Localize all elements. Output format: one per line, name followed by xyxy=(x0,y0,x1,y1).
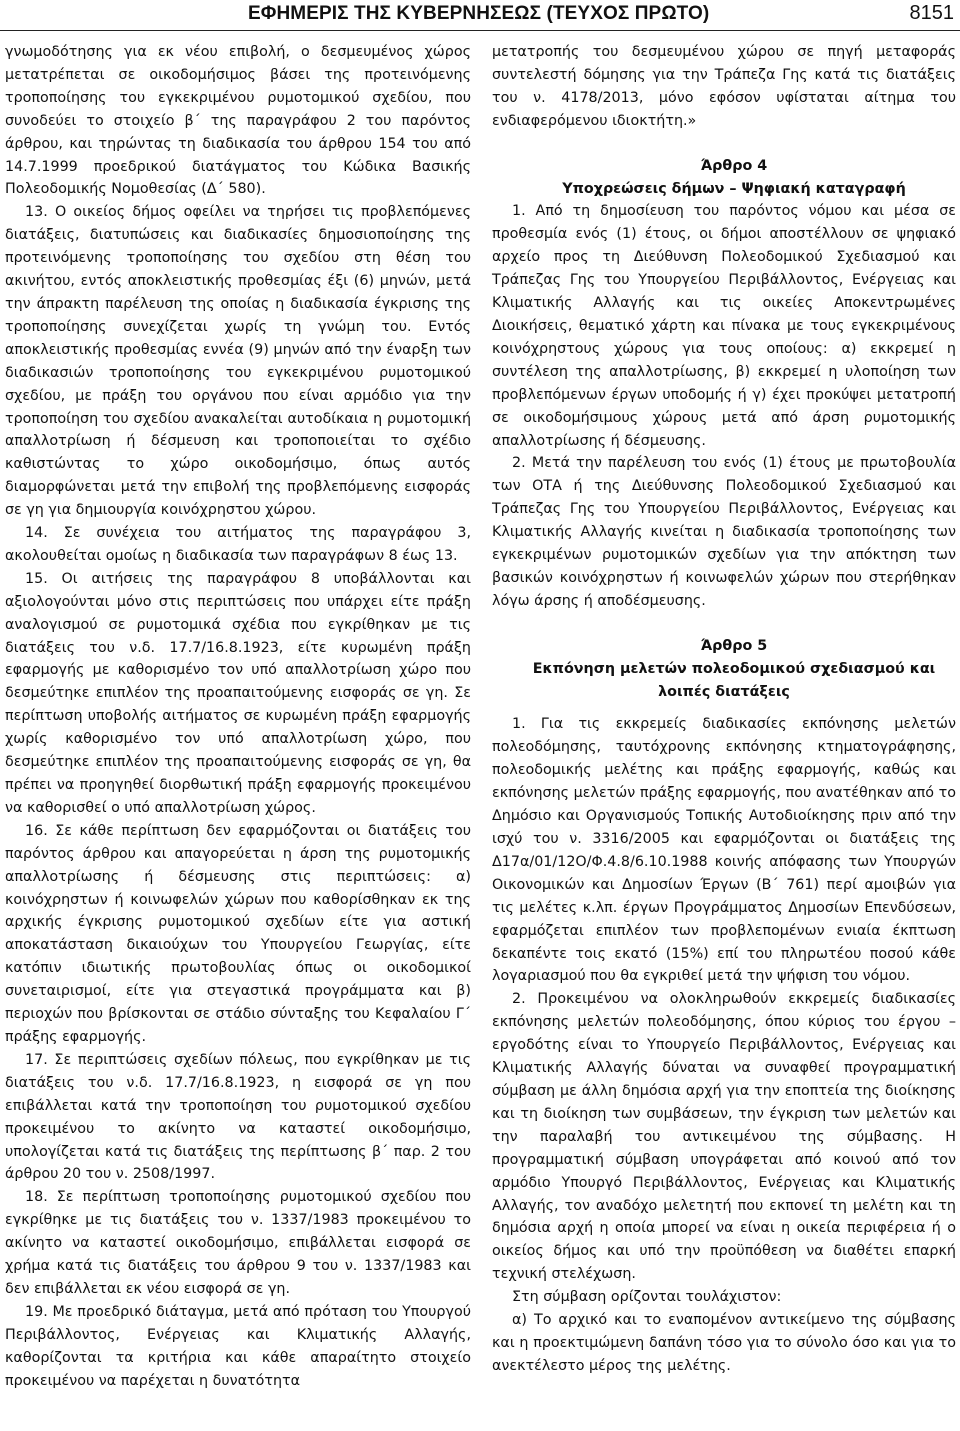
paragraph-continued-right: μετατροπής του δεσμευμένου χώρου σε πηγή μεταφοράς συντελεστή δόμησης για την Τράπεζα Γης κατά τις διατάξεις του ν. 4178/2013, μόνο εφόσον υφίσταται αίτημα του ενδιαφερόμενου ιδιοκτήτη.» xyxy=(492,44,956,129)
article-5-paragraph-3: Στη σύμβαση ορίζονται τουλάχιστον: xyxy=(512,1289,782,1306)
article-4-paragraph-1: 1. Από τη δημοσίευση του παρόντος νόμου και μέσα σε προθεσμία ενός (1) έτους, οι δήμοι αποστέλλουν σε ψηφιακό αρχείο προς τη Διεύθυνση Πολεοδομικού Σχεδιασμού και Τράπεζας Γης του Υπουργείου Περιβάλλοντος, Ενέργειας και Κλιματικής Αλλαγής και τις οικείες Αποκεντρωμένες Διοικήσεις, θεματικό χάρτη και πίνακα με τους εγκεκριμένους κοινόχρηστους χώρους για τους οποίους: α) εκκρεμεί η συντέλεση της απαλλοτρίωσης, β) εκκρεμεί η υλοποίηση των προβλεπόμενων έργων υποδομής ή γ) έχει προκύψει μετατροπή σε οικοδομήσιμους χώρους μετά από άρση ρυμοτομικής απαλλοτρίωσης ή δέσμευσης. xyxy=(492,203,956,449)
paragraph-continued: γνωμοδότησης για εκ νέου επιβολή, ο δεσμευμένος χώρος μετατρέπεται σε οικοδομήσιμος βάσει της προτεινόμενης τροποποίησης του εγκεκριμένου ρυμοτομικού σχεδίου, που συνοδεύει το στοιχείο β΄ της παραγράφου 2 του παρόντος άρθρου, και τηρώντας τη διαδικασία του άρθρου 154 του από 14.7.1999 προεδρικού διατάγματος του Κώδικα Βασικής Πολεοδομικής Νομοθεσίας (Δ΄ 580). xyxy=(5,44,471,198)
article-5-subtitle: Εκπόνηση μελετών πολεοδομικού σχεδιασμού και λοιπές διατάξεις xyxy=(532,660,936,700)
paragraph-19: 19. Με προεδρικό διάταγμα, μετά από πρόταση του Υπουργού Περιβάλλοντος, Ενέργειας και Κλιματικής Αλλαγής, καθορίζονται τα κριτήρια και κάθε απαραίτητο στοιχείο προκειμένου να παρέχεται η δυνατότητα xyxy=(5,1303,471,1389)
gazette-title: ΕΦΗΜΕΡΙΣ ΤΗΣ ΚΥΒΕΡΝΗΣΕΩΣ (ΤΕΥΧΟΣ ΠΡΩΤΟ) xyxy=(248,3,710,24)
paragraph-16: 16. Σε κάθε περίπτωση δεν εφαρμόζονται οι διατάξεις του παρόντος άρθρου και απαγορεύεται η άρση της ρυμοτομικής απαλλοτρίωσης ή δέσμευσης στις περιπτώσεις: α) κοινόχρηστων ή κοινωφελών χώρων που καθορίσθηκαν εκ της αρχικής έγκρισης ρυμοτομικού σχεδίων είτε για αστική αποκατάσταση δικαιούχων του Υπουργείου Γεωργίας, είτε κατόπιν ιδιωτικής πρωτοβουλίας όπως οι οικοδομικοί συνεταιρισμοί, είτε για στεγαστικά προγράμματα και β) περιοχών που βρίσκονται σε στάδιο σύνταξης του Κεφαλαίου Γ΄ πράξης εφαρμογής. xyxy=(5,822,471,1045)
page-number: 8151 xyxy=(909,2,954,24)
paragraph-14: 14. Σε συνέχεια του αιτήματος της παραγράφου 3, ακολουθείται ομοίως η διαδικασία των παραγράφων 8 έως 13. xyxy=(5,525,471,564)
right-column xyxy=(492,41,956,1378)
spacer xyxy=(492,613,956,635)
paragraph-17: 17. Σε περιπτώσεις σχεδίων πόλεως, που εγκρίθηκαν με τις διατάξεις του ν.δ. 17.7/16.8.1923, η εισφορά σε γη που επιβάλλεται κατά την τροποποίηση του ρυμοτομικού σχεδίου προκειμένου το ακίνητο να καταστεί οικοδομήσιμο, υπολογίζεται κατά τις διατάξεις της περίπτωσης β΄ παρ. 2 του άρθρου 20 του ν. 2508/1997. xyxy=(5,1051,471,1183)
paragraph-13: 13. Ο οικείος δήμος οφείλει να τηρήσει τις προβλεπόμενες διατάξεις, διατυπώσεις και διαδικασίες δημοσιοποίησης της προτεινόμενης τροποποίησης του σχεδίου στη θέση του ακινήτου, εντός αποκλειστικής προθεσμίας έξι (6) μηνών, μετά την άπρακτη παρέλευση της οποίας η διαδικασία έγκρισης της τροποποίησης συνεχίζεται χωρίς τη γνώμη του. Εντός αποκλειστικής προθεσμίας εννέα (9) μηνών από την έναρξη των διαδικασιών τροποποίησης του εγκεκριμένου ρυμοτομικού σχεδίου, με πράξη του οργάνου που είναι αρμόδιο για την τροποποίηση του σχεδίου ανακαλείται αυτοδίκαια η ρυμοτομική απαλλοτρίωση ή δέσμευση και τροποποιείται το σχέδιο καθιστώντας το χώρο οικοδομήσιμο, όπως αυτός διαμορφώνεται μετά την επιβολή της προβλεπόμενης εισφοράς σε γη για δημιουργία κοινόχρηστου χώρου. xyxy=(5,204,471,519)
article-5-heading: Άρθρο 5 xyxy=(700,637,768,654)
article-5-paragraph-1: 1. Για τις εκκρεμείς διαδικασίες εκπόνησης μελετών πολεοδόμησης, ταυτόχρονης εκπόνησης κτηματογράφησης, πολεοδομικής μελέτης και πράξης εφαρμογής, καθώς και εκπόνησης μελετών πράξης εφαρμογής, που ανατέθηκαν από το Δημόσιο και Οργανισμούς Τοπικής Αυτοδιοίκησης πριν από την ισχύ του ν. 3316/2005 και εφαρμόζονται οι διατάξεις της Δ17α/01/12Ο/Φ.4.8/6.10.1988 κοινής απόφασης των Υπουργών Οικονομικών και Δημοσίων Έργων (Β΄ 761) περί αμοιβών για τις μελέτες κ.λπ. έργων Προγράμματος Δημοσίων Επενδύσεων, εφαρμόζεται επιπλέον των προβλεπομένων ενιαία έκπτωση δεκαπέντε τοις εκατό (15%) επί του πληρωτέου ποσού κάθε λογαριασμού που θα εγκριθεί μετά την ψήφιση του νόμου. xyxy=(492,716,956,985)
article-4-heading: Άρθρο 4 xyxy=(700,157,768,174)
spacer xyxy=(492,703,956,713)
article-5-paragraph-2: 2. Προκειμένου να ολοκληρωθούν εκκρεμείς διαδικασίες εκπόνησης μελετών πολεοδόμησης, όπου κύριος του έργου – εργοδότης είναι το Υπουργείο Περιβάλλοντος, Ενέργειας και Κλιματικής Αλλαγής δύναται να συναφθεί προγραμματική σύμβαση με άλλη δημόσια αρχή για την εποπτεία της διοίκησης και τη διοίκηση των συμβάσεων, την έγκριση των μελετών και την παραλαβή του αντικειμένου της σύμβασης. Η προγραμματική σύμβαση υπογράφεται από κοινού από τον αρμόδιο Υπουργό Περιβάλλοντος, Ενέργειας και Κλιματικής Αλλαγής, τον αναδόχο μελετητή που εκπονεί τη μελέτη και τη δημόσια αρχή η οποία μπορεί να είναι η οικεία περιφέρεια ή ο οικείος δήμος και υπό την προϋπόθεση να διαθέτει επαρκή τεχνική στελέχωση. xyxy=(492,991,956,1283)
paragraph-15: 15. Οι αιτήσεις της παραγράφου 8 υποβάλλονται και αξιολογούνται μόνο στις περιπτώσεις που υπάρχει είτε πράξη αναλογισμού σε ρυμοτομικά σχέδια που εγκρίθηκαν με τις διατάξεις του ν.δ. 17.7/16.8.1923, είτε κυρωμένη πράξη εφαρμογής με καθορισμένο τον υπό απαλλοτρίωση χώρο που δεσμεύτηκε επιπλέον της προαπαιτούμενης εισφοράς σε γη. Σε περίπτωση υποβολής αιτήματος σε κυρωμένη πράξη εφαρμογής χωρίς καθορισμένο τον υπό απαλλοτρίωση χώρο, που δεσμεύτηκε επιπλέον της προαπαιτούμενης εισφοράς σε γη, θα πρέπει να προηγηθεί διορθωτική πράξη εφαρμογής προκειμένου να καθορισθεί ο υπό απαλλοτρίωση χώρος. xyxy=(5,570,471,816)
article-4-paragraph-2: 2. Μετά την παρέλευση του ενός (1) έτους με πρωτοβουλία των ΟΤΑ ή της Διεύθυνσης Πολεοδομικού Σχεδιασμού και Τράπεζας Γης του Υπουργείου Περιβάλλοντος, Ενέργειας και Κλιματικής Αλλαγής κινείται η διαδικασία τροποποίησης των εγκεκριμένων ρυμοτομικών σχεδίων για την απόκτηση των βασικών κοινόχρηστων ή κοινωφελών χώρων που στερήθηκαν λόγω άρσης ή αποδέσμευσης. xyxy=(492,455,956,609)
article-4-subtitle: Υποχρεώσεις δήμων – Ψηφιακή καταγραφή xyxy=(562,180,906,197)
paragraph-18: 18. Σε περίπτωση τροποποίησης ρυμοτομικού σχεδίου που εγκρίθηκε με τις διατάξεις του ν. 1337/1983 προκειμένου το ακίνητο να καταστεί οικοδομήσιμο, επιβάλλεται εισφορά σε χρήμα κατά τις διατάξεις του άρθρου 9 του ν. 1337/1983 και δεν επιβάλλεται εκ νέου εισφορά σε γη. xyxy=(5,1189,471,1297)
page-header xyxy=(0,0,960,31)
article-5-paragraph-4: α) Το αρχικό και το εναπομένον αντικείμενο της σύμβασης και η προεκτιμώμενη δαπάνη τόσο για το σύνολο όσο και για το ανεκτέλεστο μέρος της μελέτης. xyxy=(492,1312,956,1374)
left-column xyxy=(5,41,471,1392)
spacer xyxy=(492,133,956,155)
